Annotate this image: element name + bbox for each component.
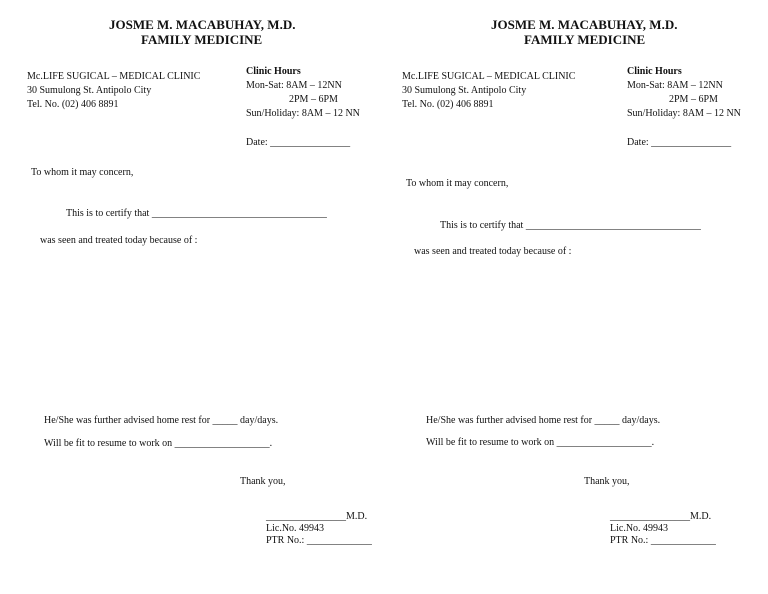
clinic-address: 30 Sumulong St. Antipolo City	[27, 85, 152, 96]
clinic-tel: Tel. No. (02) 406 8891	[27, 99, 119, 110]
specialty: FAMILY MEDICINE	[524, 32, 646, 47]
doctor-name: JOSME M. MACABUHAY, M.D.	[109, 17, 296, 32]
seen-line: was seen and treated today because of :	[40, 235, 198, 246]
clinic-hours-holiday: Sun/Holiday: 8AM – 12 NN	[627, 108, 741, 119]
clinic-tel: Tel. No. (02) 406 8891	[402, 99, 494, 110]
clinic-hours-weekday-pm: 2PM – 6PM	[289, 94, 338, 105]
specialty: FAMILY MEDICINE	[141, 32, 263, 47]
clinic-hours-weekday-pm: 2PM – 6PM	[669, 94, 718, 105]
clinic-name: Mc.LIFE SUGICAL – MEDICAL CLINIC	[27, 71, 201, 82]
signature-line: ________________M.D.	[610, 511, 712, 522]
clinic-hours-weekday-am: Mon-Sat: 8AM – 12NN	[246, 80, 342, 91]
closing: Thank you,	[584, 476, 630, 487]
clinic-hours-title: Clinic Hours	[246, 66, 301, 77]
salutation: To whom it may concern,	[406, 178, 509, 189]
home-rest-line[interactable]: He/She was further advised home rest for _____ day/days.	[44, 415, 279, 426]
clinic-name: Mc.LIFE SUGICAL – MEDICAL CLINIC	[402, 71, 576, 82]
certificate-right	[384, 0, 768, 594]
ptr-number: PTR No.: _____________	[266, 535, 372, 546]
salutation: To whom it may concern,	[31, 167, 134, 178]
clinic-hours-holiday: Sun/Holiday: 8AM – 12 NN	[246, 108, 360, 119]
certify-line[interactable]: This is to certify that ___________________________________	[66, 208, 327, 219]
clinic-hours-title: Clinic Hours	[627, 66, 682, 77]
seen-line: was seen and treated today because of :	[414, 246, 572, 257]
fit-to-work-line[interactable]: Will be fit to resume to work on ___________________.	[426, 437, 655, 448]
signature-line: ________________M.D.	[266, 511, 368, 522]
clinic-address: 30 Sumulong St. Antipolo City	[402, 85, 527, 96]
ptr-number: PTR No.: _____________	[610, 535, 716, 546]
certify-line[interactable]: This is to certify that ___________________________________	[440, 220, 701, 231]
fit-to-work-line[interactable]: Will be fit to resume to work on ___________________.	[44, 438, 273, 449]
home-rest-line[interactable]: He/She was further advised home rest for _____ day/days.	[426, 415, 661, 426]
date-field[interactable]: Date: ________________	[627, 137, 732, 148]
date-field[interactable]: Date: ________________	[246, 137, 351, 148]
license-number: Lic.No. 49943	[266, 523, 325, 534]
doctor-name: JOSME M. MACABUHAY, M.D.	[491, 17, 678, 32]
closing: Thank you,	[240, 476, 286, 487]
clinic-hours-weekday-am: Mon-Sat: 8AM – 12NN	[627, 80, 723, 91]
license-number: Lic.No. 49943	[610, 523, 669, 534]
